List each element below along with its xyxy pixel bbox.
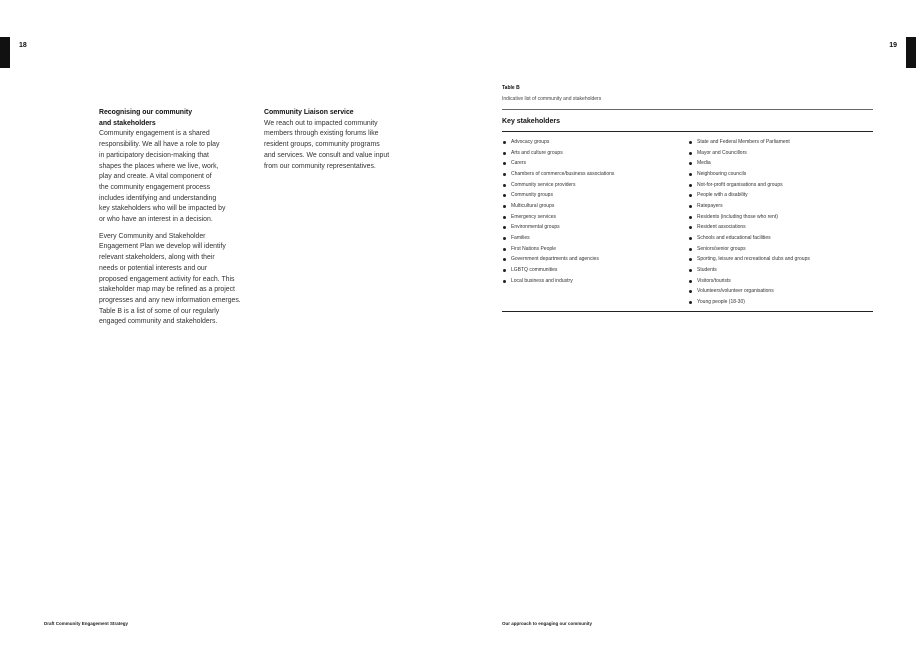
text-line: Community engagement is a shared [99, 130, 210, 138]
stakeholder-item: Community groups [503, 190, 683, 201]
stakeholder-item: Advocacy groups [503, 137, 683, 148]
stakeholder-item: Seniors/senior groups [689, 244, 873, 255]
text-line: progresses and any new information emerges. [99, 296, 241, 304]
stakeholder-item: Ratepayers [689, 201, 873, 212]
text-line: engaged community and stakeholders. [99, 318, 218, 326]
stakeholder-item: Students [689, 265, 873, 276]
text-line: play and create. A vital component of [99, 173, 212, 181]
stakeholder-item: Schools and educational facilities [689, 233, 873, 244]
stakeholder-item: Not-for-profit organisations and groups [689, 180, 873, 191]
text-line: shapes the places where we live, work, [99, 162, 219, 170]
stakeholder-item: Community service providers [503, 180, 683, 191]
text-line: relevant stakeholders, along with their [99, 254, 215, 262]
stakeholder-item: Media [689, 158, 873, 169]
table-header: Key stakeholders [502, 118, 560, 125]
text-line: We reach out to impacted community [264, 119, 378, 127]
text-line: Every Community and Stakeholder [99, 232, 206, 240]
page-number-left: 18 [19, 42, 27, 49]
stakeholder-item: Carers [503, 158, 683, 169]
stakeholder-item: Resident associations [689, 222, 873, 233]
page-number-right: 19 [889, 42, 897, 49]
stakeholder-item: Multicultural groups [503, 201, 683, 212]
text-line: or who have an interest in a decision. [99, 216, 213, 224]
table-description: Indicative list of community and stakeholders [502, 96, 602, 102]
table-top-rule [502, 109, 873, 110]
right-edge-tab [906, 37, 916, 68]
text-line: needs or potential interests and our [99, 264, 208, 272]
text-line: from our community representatives. [264, 162, 376, 170]
table-caption [502, 85, 873, 103]
left-edge-tab [0, 37, 10, 68]
stakeholder-list-right [689, 137, 873, 308]
text-line: resident groups, community programs [264, 141, 380, 149]
liaison-heading: Community Liaison service [264, 109, 354, 116]
text-line: stakeholder map may be refined as a project [99, 286, 235, 294]
stakeholder-item: Sporting, leisure and recreational clubs and groups [689, 254, 873, 265]
text-line: includes identifying and understanding [99, 194, 217, 202]
stakeholders-column [99, 108, 255, 328]
text-line: and services. We consult and value input [264, 151, 390, 159]
text-line: key stakeholders who will be impacted by [99, 205, 226, 213]
stakeholder-item: First Nations People [503, 244, 683, 255]
stakeholder-item: LGBTQ communities [503, 265, 683, 276]
stakeholder-item: Residents (including those who rent) [689, 212, 873, 223]
stakeholders-heading-line1: Recognising our community [99, 109, 193, 116]
stakeholders-heading-line2: and stakeholders [99, 119, 156, 127]
stakeholder-item: Chambers of commerce/business associations [503, 169, 683, 180]
stakeholder-item: Emergency services [503, 212, 683, 223]
liaison-column [264, 108, 414, 172]
text-line: responsibility. We all have a role to play [99, 141, 220, 149]
text-line: members through existing forums like [264, 130, 379, 138]
stakeholders-paragraph-2 [99, 232, 255, 328]
stakeholder-item: Local business and industry [503, 276, 683, 287]
stakeholder-item: Visitors/tourists [689, 276, 873, 287]
table-header-rule [502, 131, 873, 132]
text-line: Table B is a list of some of our regularly [99, 307, 220, 315]
stakeholder-item: Volunteers/volunteer organisations [689, 286, 873, 297]
footer-left: Draft Community Engagement Strategy [44, 621, 129, 626]
stakeholder-item: Young people (18-30) [689, 297, 873, 308]
text-line: the community engagement process [99, 183, 211, 191]
stakeholder-list-left [503, 137, 683, 286]
table-label: Table B [502, 85, 520, 91]
stakeholder-item: Families [503, 233, 683, 244]
stakeholder-item: People with a disability [689, 190, 873, 201]
footer-right: Our approach to engaging our community [502, 621, 593, 626]
text-line: in participatory decision-making that [99, 151, 209, 159]
stakeholder-item: Government departments and agencies [503, 254, 683, 265]
stakeholders-paragraph-1 [99, 129, 255, 225]
stakeholder-item: Mayor and Councillors [689, 148, 873, 159]
stakeholder-item: Arts and culture groups [503, 148, 683, 159]
stakeholder-item: Environmental groups [503, 222, 683, 233]
liaison-paragraph [264, 119, 414, 173]
stakeholder-item: Neighbouring councils [689, 169, 873, 180]
text-line: Engagement Plan we develop will identify [99, 243, 226, 251]
stakeholder-item: State and Federal Members of Parliament [689, 137, 873, 148]
text-line: proposed engagement activity for each. This [99, 275, 235, 283]
table-bottom-rule [502, 311, 873, 312]
